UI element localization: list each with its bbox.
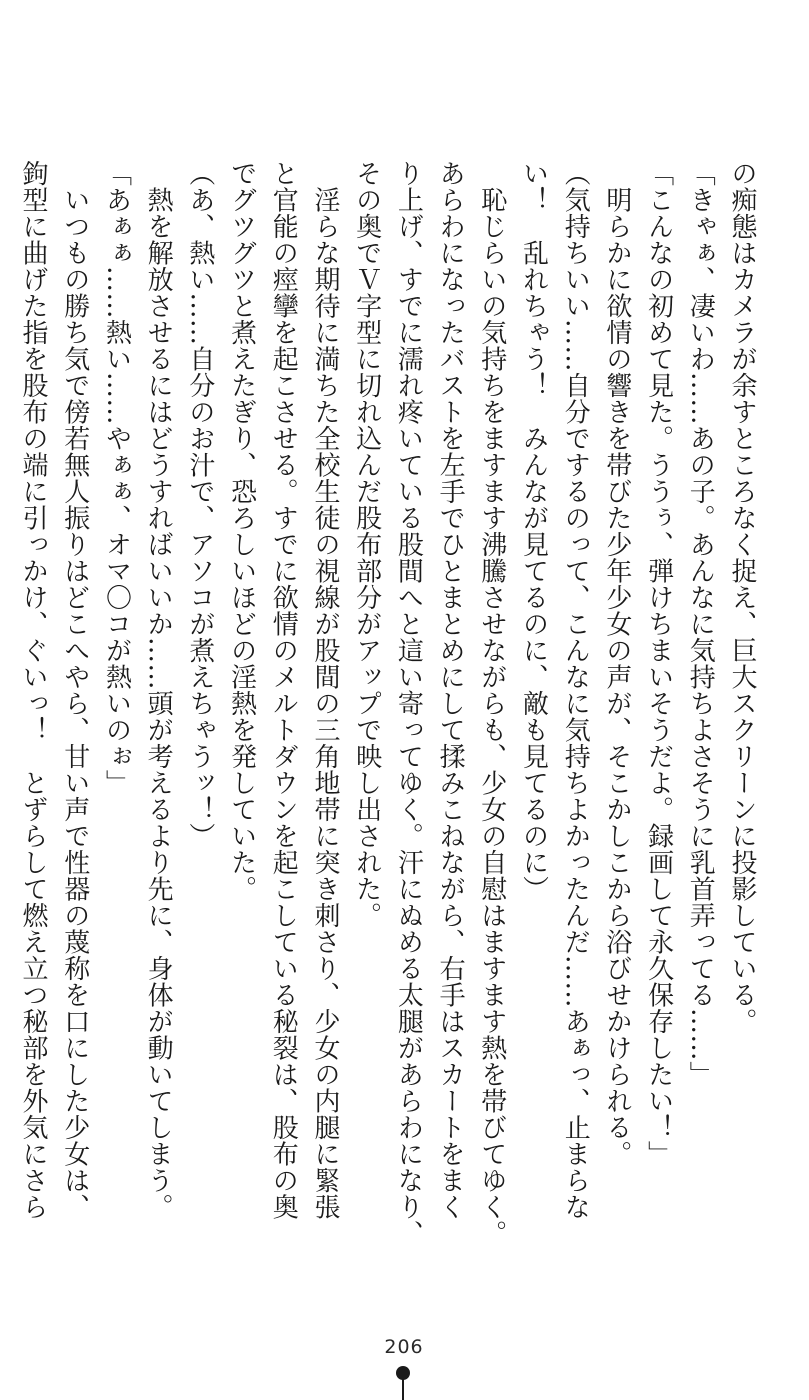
text-line: り上げ、すでに濡れ疼いている股間へと這い寄ってゆく。汗にぬめる太腿があらわになり、 [393, 160, 424, 1247]
text-line: 恥じらいの気持ちをますます沸騰させながらも、少女の自慰はますます熱を帯びてゆく。 [476, 160, 507, 1247]
page-number: 206 [384, 1336, 424, 1358]
text-line: 鉤型に曲げた指を股布の端に引っかけ、ぐいっ！ とずらして燃え立つ秘部を外気にさら [18, 160, 49, 1220]
page-marker-dot-icon [396, 1366, 410, 1380]
text-line: と官能の痙攣を起こさせる。すでに欲情のメルトダウンを起こしている秘裂は、股布の奥 [268, 160, 299, 1220]
page-marker-line [402, 1379, 404, 1400]
text-line: いつもの勝ち気で傍若無人振りはどこへやら、甘い声で性器の蔑称を口にした少女は、 [59, 160, 90, 1220]
text-line: い！ 乱れちゃう！ みんなが見てるのに、敵も見てるのに） [518, 160, 549, 902]
vertical-body-text [18, 160, 762, 1247]
text-line: 「こんなの初めて見た。ううぅ、弾けちまいそうだよ。録画して永久保存したい！」 [643, 160, 674, 1167]
text-line: （気持ちいい……自分でするのって、こんなに気持ちよかったんだ……あぁっ、止まらな [560, 160, 591, 1220]
text-line: 「あぁぁ……熱い……やぁぁ、オマ〇コが熱いのぉ」 [101, 160, 132, 796]
text-line: 熱を解放させるにはどうすればいいか……頭が考えるより先に、身体が動いてしまう。 [143, 160, 174, 1220]
text-line: （あ、熱い……自分のお汁で、アソコが煮えちゃうッ！） [184, 160, 215, 849]
text-line: の痴態はカメラが余すところなく捉え、巨大スクリーンに投影している。 [727, 160, 757, 1035]
text-line: その奥でＶ字型に切れ込んだ股布部分がアップで映し出された。 [351, 160, 382, 929]
text-line: あらわになったバストを左手でひとまとめにして揉みこねながら、右手はスカートをまく [435, 160, 466, 1220]
text-line: 「きゃぁ、凄いわ……あの子。あんなに気持ちよさそうに乳首弄ってる……」 [685, 160, 716, 1088]
text-line: 明らかに欲情の響きを帯びた少年少女の声が、そこかしこから浴びせかけられる。 [601, 160, 632, 1167]
text-line: 淫らな期待に満ちた全校生徒の視線が股間の三角地帯に突き刺さり、少女の内腿に緊張 [309, 160, 340, 1220]
text-line: でグツグツと煮えたぎり、恐ろしいほどの淫熱を発していた。 [226, 160, 257, 902]
